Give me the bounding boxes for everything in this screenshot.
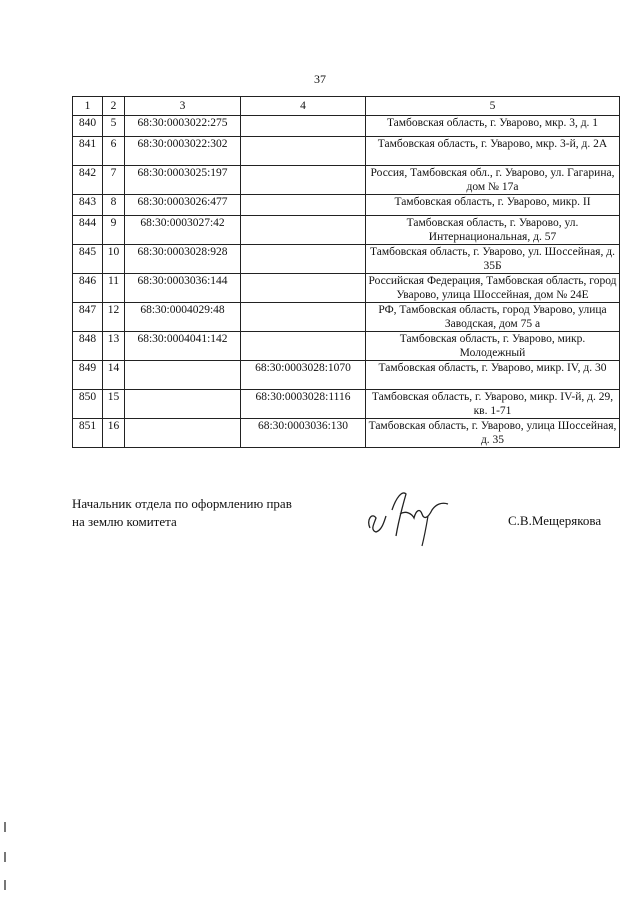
row-index: 10 (103, 245, 125, 274)
cadastral-number-alt (241, 137, 366, 166)
address: Тамбовская область, г. Уварово, мкр. 3-й, д. 2А (366, 137, 620, 166)
address: Российская Федерация, Тамбовская область, город Уварово, улица Шоссейная, дом № 24Е (366, 274, 620, 303)
handwritten-signature (362, 480, 462, 550)
cadastral-number: 68:30:0003022:302 (125, 137, 241, 166)
row-number: 844 (73, 216, 103, 245)
row-number: 849 (73, 361, 103, 390)
table-row (73, 361, 620, 390)
cadastral-number-alt (241, 274, 366, 303)
row-number: 848 (73, 332, 103, 361)
cadastral-number: 68:30:0004041:142 (125, 332, 241, 361)
row-index: 14 (103, 361, 125, 390)
cadastral-number: 68:30:0003025:197 (125, 166, 241, 195)
signer-name: С.В.Мещерякова (508, 513, 602, 528)
cadastral-number: 68:30:0003036:144 (125, 274, 241, 303)
row-index: 6 (103, 137, 125, 166)
margin-mark (4, 822, 6, 832)
page-number: 37 (314, 72, 326, 86)
land-plots-table (72, 96, 620, 448)
row-index: 11 (103, 274, 125, 303)
cadastral-number-alt (241, 245, 366, 274)
address: Тамбовская область, г. Уварово, мкр. 3, д. 1 (366, 116, 620, 137)
row-index: 9 (103, 216, 125, 245)
cadastral-number-alt (241, 195, 366, 216)
row-index: 12 (103, 303, 125, 332)
row-index: 5 (103, 116, 125, 137)
cadastral-number-alt (241, 303, 366, 332)
row-number: 850 (73, 390, 103, 419)
column-header: 4 (241, 97, 366, 116)
row-index: 16 (103, 419, 125, 448)
cadastral-number (125, 361, 241, 390)
cadastral-number-alt: 68:30:0003028:1070 (241, 361, 366, 390)
column-header: 1 (73, 97, 103, 116)
table-row (73, 303, 620, 332)
cadastral-number: 68:30:0003028:928 (125, 245, 241, 274)
address: Тамбовская область, г. Уварово, микр. IV, д. 30 (366, 361, 620, 390)
address: Тамбовская область, г. Уварово, микр. Молодежный (366, 332, 620, 361)
table-row (73, 245, 620, 274)
address: Тамбовская область, г. Уварово, улица Шоссейная, д. 35 (366, 419, 620, 448)
cadastral-number-alt (241, 216, 366, 245)
cadastral-number: 68:30:0003027:42 (125, 216, 241, 245)
margin-mark (4, 880, 6, 890)
row-index: 15 (103, 390, 125, 419)
table-row (73, 137, 620, 166)
cadastral-number (125, 390, 241, 419)
cadastral-number-alt (241, 116, 366, 137)
row-number: 847 (73, 303, 103, 332)
cadastral-number-alt: 68:30:0003036:130 (241, 419, 366, 448)
row-number: 843 (73, 195, 103, 216)
address: Тамбовская область, г. Уварово, ул. Интернациональная, д. 57 (366, 216, 620, 245)
position-line: Начальник отдела по оформлению прав (72, 496, 292, 511)
cadastral-number: 68:30:0003026:477 (125, 195, 241, 216)
address: РФ, Тамбовская область, город Уварово, улица Заводская, дом 75 а (366, 303, 620, 332)
row-number: 841 (73, 137, 103, 166)
cadastral-number (125, 419, 241, 448)
signer-position (72, 495, 372, 531)
cadastral-number-alt (241, 332, 366, 361)
table-row (73, 216, 620, 245)
column-header: 2 (103, 97, 125, 116)
address: Тамбовская область, г. Уварово, ул. Шоссейная, д. 35Б (366, 245, 620, 274)
table-row (73, 419, 620, 448)
margin-mark (4, 852, 6, 862)
table-row (73, 116, 620, 137)
address: Тамбовская область, г. Уварово, микр. IV-й, д. 29, кв. 1-71 (366, 390, 620, 419)
row-index: 7 (103, 166, 125, 195)
table-row (73, 332, 620, 361)
row-index: 8 (103, 195, 125, 216)
table-row (73, 195, 620, 216)
row-number: 845 (73, 245, 103, 274)
address: Тамбовская область, г. Уварово, микр. II (366, 195, 620, 216)
cadastral-number-alt (241, 166, 366, 195)
table-row (73, 274, 620, 303)
cadastral-number: 68:30:0003022:275 (125, 116, 241, 137)
cadastral-number-alt: 68:30:0003028:1116 (241, 390, 366, 419)
table-header-row (73, 97, 620, 116)
row-number: 846 (73, 274, 103, 303)
row-number: 842 (73, 166, 103, 195)
position-line: на землю комитета (72, 514, 177, 529)
table-row (73, 390, 620, 419)
cadastral-number: 68:30:0004029:48 (125, 303, 241, 332)
row-index: 13 (103, 332, 125, 361)
address: Россия, Тамбовская обл., г. Уварово, ул. Гагарина, дом № 17а (366, 166, 620, 195)
column-header: 3 (125, 97, 241, 116)
column-header: 5 (366, 97, 620, 116)
row-number: 851 (73, 419, 103, 448)
table-row (73, 166, 620, 195)
row-number: 840 (73, 116, 103, 137)
